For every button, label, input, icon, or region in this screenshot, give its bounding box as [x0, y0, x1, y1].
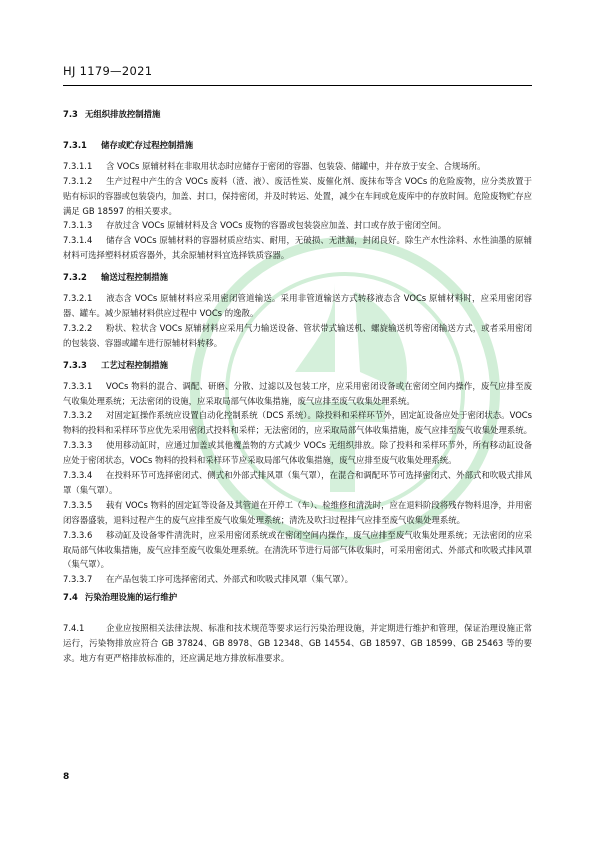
- clause-text: 企业应按照相关法律法规、标准和技术规范等要求运行污染治理设施，并定期进行维护和管理，保证治理设施正常运行，污染物排放应符合 GB 37824、GB 8978、GB 12348、GB 14554、GB 18597、GB 18599、GB 25463 等的要求。地方有更严格排放标准的，还应满足地方排放标准要求。: [63, 623, 532, 663]
- clause-number: 7.3.3.2: [63, 410, 93, 421]
- clause-text: 对固定缸操作系统应设置自动化控制系统（DCS 系统）。除投料和采样环节外，固定缸设备应处于密闭状态。VOCs 物料的投料和采样环节应优先采用密闭式投料和采样；无法密闭的，应采取局部气体收集措施，废气应排至废气收集处理系统。: [63, 410, 532, 436]
- clause-number: 7.3.3.5: [63, 499, 93, 510]
- clause-paragraph: [63, 321, 532, 351]
- clause-number: 7.4.1: [63, 623, 85, 634]
- clause-number: 7.3.1.4: [63, 235, 93, 246]
- clause-text: 储存含 VOCs 原辅材料的容器材质应结实、耐用，无破损、无泄漏，封闭良好。除生产水性涂料、水性油墨的原辅材料可选择塑料材质容器外，其余原辅材料宜选择铁质容器。: [63, 235, 532, 261]
- clause-paragraph: [63, 528, 532, 573]
- clause-paragraph: [63, 291, 532, 321]
- clause-paragraph: [63, 379, 532, 409]
- section-title: 储存或贮存过程控制措施: [101, 139, 194, 150]
- clause-text: 在投料环节可选择密闭式、侧式和外部式排风罩（集气罩），在混合和调配环节可选择密闭式、外部式和吹吸式排风罩（集气罩）。: [63, 470, 532, 495]
- section-number: 7.3.3: [63, 359, 87, 370]
- section-title: 工艺过程控制措施: [101, 359, 168, 370]
- clause-text: 生产过程中产生的含 VOCs 废料（渣、液）、废活性炭、废催化剂、废抹布等含 VOCs 的危险废物，应分类放置于贴有标识的容器或包装袋内，加盖、封口，保持密闭，并及时转运、处置，减少在车间或危废库中的存放时间。危险废物贮存应满足 GB 18597 的相关要求。: [63, 175, 532, 216]
- clause-paragraph: [63, 233, 532, 263]
- section-number: 7.3.1: [63, 139, 87, 150]
- section-title: 无组织排放控制措施: [85, 109, 161, 119]
- clause-text: 含 VOCs 原辅材料在非取用状态时应储存于密闭的容器、包装袋、储罐中，并存放于安全、合规场所。: [106, 160, 486, 171]
- clause-number: 7.3.1.3: [63, 220, 93, 231]
- section-title: 污染治理设施的运行维护: [85, 592, 178, 603]
- section-heading: [63, 138, 532, 153]
- clause-text: 在产品包装工序可选择密闭式、外部式和吹吸式排风罩（集气罩）。: [106, 574, 354, 585]
- document-body: [63, 104, 532, 666]
- clause-number: 7.3.3.3: [63, 440, 93, 451]
- clause-paragraph: [63, 159, 532, 174]
- section-heading: [63, 358, 532, 373]
- clause-text: 液态含 VOCs 原辅材料应采用密闭管道输送。采用非管道输送方式转移液态含 VOCs 原辅材料时，应采用密闭容器、罐车。减少原辅材料供应过程中 VOCs 的逸散。: [63, 293, 532, 318]
- section-heading: [63, 107, 532, 122]
- section-number: 7.3.2: [63, 272, 87, 283]
- clause-text: VOCs 物料的混合、调配、研磨、分散、过滤以及包装工序，应采用密闭设备或在密闭空间内操作，废气应排至废气收集处理系统；无法密闭的设施，应采取局部气体收集措施，废气应排至废气收集处理系统。: [63, 380, 532, 406]
- clause-number: 7.3.3.1: [63, 380, 93, 391]
- clause-number: 7.3.3.7: [63, 574, 93, 585]
- clause-number: 7.3.1.2: [63, 175, 93, 186]
- clause-paragraph: [63, 174, 532, 219]
- section-title: 输送过程控制措施: [101, 272, 168, 283]
- clause-paragraph: [63, 572, 532, 587]
- clause-number: 7.3.2.2: [63, 322, 93, 333]
- clause-text: 存放过含 VOCs 原辅材料及含 VOCs 废物的容器或包装袋应加盖、封口或存放于密闭空间。: [106, 220, 447, 231]
- clause-number: 7.3.3.6: [63, 529, 93, 540]
- clause-paragraph: [63, 498, 532, 528]
- clause-text: 粉状、粒状含 VOCs 原辅材料应采用气力输送设备、管状带式输送机、螺旋输送机等密闭输送方式，或者采用密闭的包装袋、容器或罐车进行原辅材料转移。: [63, 322, 532, 348]
- clause-number: 7.3.1.1: [63, 160, 93, 171]
- clause-paragraph: [63, 438, 532, 468]
- clause-paragraph: [63, 408, 532, 438]
- section-heading: [63, 270, 532, 285]
- clause-paragraph: [63, 621, 532, 666]
- page-number: 8: [63, 772, 70, 782]
- clause-number: 7.3.3.4: [63, 470, 93, 481]
- clause-text: 移动缸及设备零件清洗时，应采用密闭系统或在密闭空间内操作，废气应排至废气收集处理系统；无法密闭的应采取局部气体收集措施，废气应排至废气收集处理系统。在清洗环节进行局部气体收集时，可采用密闭式、外部式和吹吸式排风罩（集气罩）。: [63, 529, 532, 570]
- section-number: 7.4: [63, 592, 78, 603]
- page-header: HJ 1179—2021: [63, 64, 153, 78]
- header-rule: [63, 85, 532, 86]
- clause-paragraph: [63, 218, 532, 233]
- section-heading: [63, 590, 532, 605]
- clause-paragraph: [63, 468, 532, 498]
- clause-text: 载有 VOCs 物料的固定缸等设备及其管道在开停工（车）、检维修和清洗时，应在退料阶段将残存物料退净，并用密闭容器盛装，退料过程产生的废气应排至废气收集处理系统；清洗及吹扫过程排气应排至废气收集处理系统。: [63, 499, 532, 525]
- clause-text: 使用移动缸时，应通过加盖或其他覆盖物的方式减少 VOCs 无组织排放。除了投料和采样环节外，所有移动缸设备应处于密闭状态，VOCs 物料的投料和采样环节应采取局部气体收集措施，废气应排至废气收集处理系统。: [63, 440, 532, 466]
- clause-number: 7.3.2.1: [63, 293, 93, 304]
- section-number: 7.3: [63, 109, 78, 119]
